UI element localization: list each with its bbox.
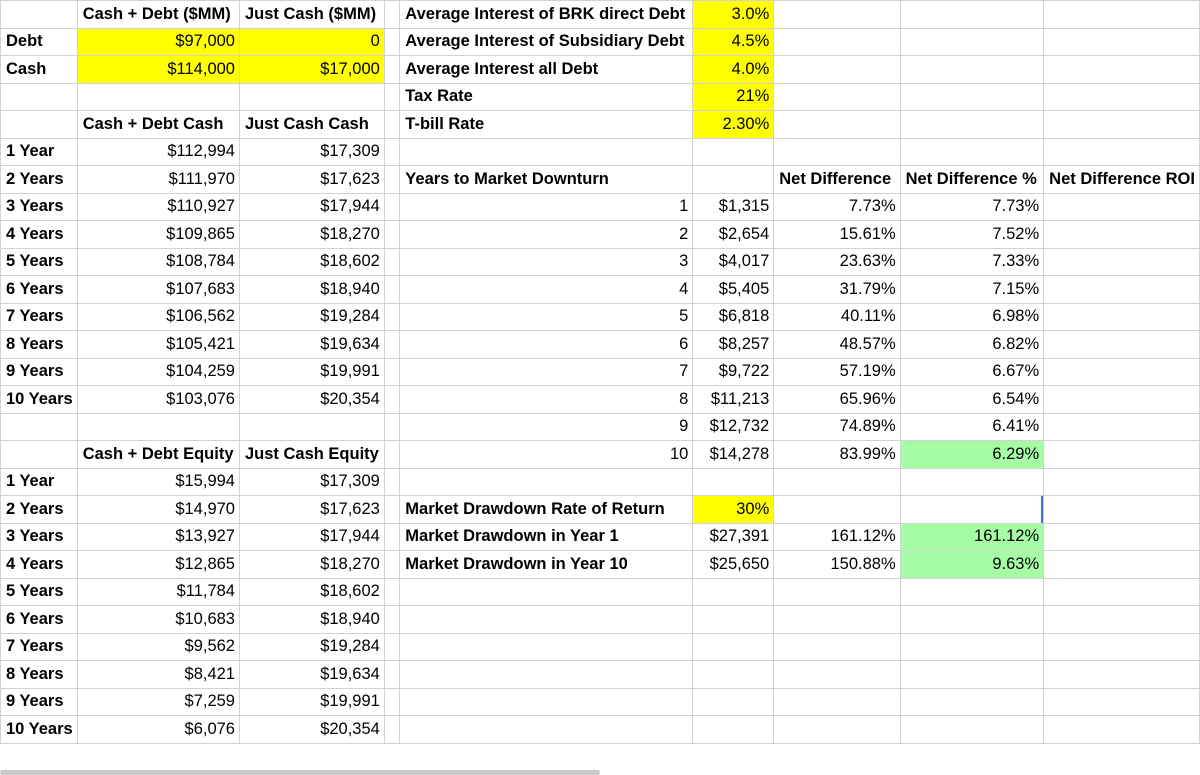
cell-r18-c1[interactable]: 1 Year <box>1 468 78 496</box>
cell-r24-c5[interactable] <box>400 633 693 661</box>
cell-r26-c7[interactable] <box>774 688 900 716</box>
cell-r8-c7[interactable]: 7.73% <box>774 193 900 221</box>
cell-r13-c9[interactable] <box>1044 331 1200 359</box>
sheet-row <box>1 523 1200 551</box>
cell-r21-c4[interactable] <box>384 551 399 579</box>
cell-r22-c9[interactable] <box>1044 578 1200 606</box>
cell-r3-c1[interactable]: Cash <box>1 56 78 84</box>
cell-r25-c7[interactable] <box>774 661 900 689</box>
cell-r12-c8[interactable]: 6.98% <box>900 303 1044 331</box>
cell-r23-c3[interactable]: $18,940 <box>239 606 384 634</box>
cell-r6-c1[interactable]: 1 Year <box>1 138 78 166</box>
cell-r21-c2[interactable]: $12,865 <box>77 551 239 579</box>
sheet-row <box>1 716 1200 744</box>
cell-r27-c6[interactable] <box>693 716 774 744</box>
cell-r5-c3[interactable]: Just Cash Cash <box>239 111 384 139</box>
cell-r6-c3[interactable]: $17,309 <box>239 138 384 166</box>
cell-r5-c1[interactable] <box>1 111 78 139</box>
cell-r3-c6[interactable]: 4.0% <box>693 56 774 84</box>
cell-r2-c5[interactable]: Average Interest of Subsidiary Debt <box>400 28 693 56</box>
cell-r1-c8[interactable] <box>900 1 1044 29</box>
cell-r4-c3[interactable] <box>239 83 384 111</box>
cell-r2-c2[interactable]: $97,000 <box>77 28 239 56</box>
cell-r19-c7[interactable] <box>774 496 900 524</box>
cell-r27-c9[interactable] <box>1044 716 1200 744</box>
cell-r18-c2[interactable]: $15,994 <box>77 468 239 496</box>
cell-r8-c3[interactable]: $17,944 <box>239 193 384 221</box>
cell-r9-c5[interactable]: 2 <box>400 221 693 249</box>
sheet-row <box>1 56 1200 84</box>
sheet-row <box>1 496 1200 524</box>
cell-r19-c5[interactable]: Market Drawdown Rate of Return <box>400 496 693 524</box>
cell-r11-c3[interactable]: $18,940 <box>239 276 384 304</box>
cell-r11-c7[interactable]: 31.79% <box>774 276 900 304</box>
sheet-row <box>1 1 1200 29</box>
cell-r18-c3[interactable]: $17,309 <box>239 468 384 496</box>
cell-r2-c4[interactable] <box>384 28 399 56</box>
cell-r18-c9[interactable] <box>1044 468 1200 496</box>
sheet-row <box>1 221 1200 249</box>
sheet-row <box>1 688 1200 716</box>
cell-r16-c2[interactable] <box>77 413 239 441</box>
cell-r17-c8[interactable]: 6.29% <box>900 441 1044 469</box>
cell-r27-c2[interactable]: $6,076 <box>77 716 239 744</box>
sheet-row <box>1 413 1200 441</box>
cell-r13-c8[interactable]: 6.82% <box>900 331 1044 359</box>
cell-r18-c6[interactable] <box>693 468 774 496</box>
cell-r14-c8[interactable]: 6.67% <box>900 358 1044 386</box>
cell-r8-c5[interactable]: 1 <box>400 193 693 221</box>
cell-r16-c1[interactable] <box>1 413 78 441</box>
sheet-row <box>1 111 1200 139</box>
sheet-row <box>1 358 1200 386</box>
cell-r17-c5[interactable]: 10 <box>400 441 693 469</box>
cell-r16-c6[interactable]: $12,732 <box>693 413 774 441</box>
cell-r7-c4[interactable] <box>384 166 399 194</box>
cell-r13-c1[interactable]: 8 Years <box>1 331 78 359</box>
cell-r1-c4[interactable] <box>384 1 399 29</box>
sheet-row <box>1 578 1200 606</box>
cell-r23-c8[interactable] <box>900 606 1044 634</box>
cell-r13-c6[interactable]: $8,257 <box>693 331 774 359</box>
cell-r8-c1[interactable]: 3 Years <box>1 193 78 221</box>
cell-r19-c9[interactable] <box>1044 496 1200 524</box>
cell-r26-c3[interactable]: $19,991 <box>239 688 384 716</box>
cell-r2-c7[interactable] <box>774 28 900 56</box>
cell-r23-c7[interactable] <box>774 606 900 634</box>
cell-r26-c8[interactable] <box>900 688 1044 716</box>
cell-r15-c6[interactable]: $11,213 <box>693 386 774 414</box>
cell-r5-c4[interactable] <box>384 111 399 139</box>
sheet-row <box>1 28 1200 56</box>
cell-r8-c9[interactable] <box>1044 193 1200 221</box>
cell-r1-c2[interactable]: Cash + Debt ($MM) <box>77 1 239 29</box>
cell-r22-c8[interactable] <box>900 578 1044 606</box>
cell-r4-c7[interactable] <box>774 83 900 111</box>
spreadsheet-body <box>1 1 1200 744</box>
cell-r16-c3[interactable] <box>239 413 384 441</box>
cell-r3-c8[interactable] <box>900 56 1044 84</box>
cell-r24-c2[interactable]: $9,562 <box>77 633 239 661</box>
cell-r12-c1[interactable]: 7 Years <box>1 303 78 331</box>
cell-r16-c9[interactable] <box>1044 413 1200 441</box>
cell-r5-c6[interactable]: 2.30% <box>693 111 774 139</box>
cell-r24-c8[interactable] <box>900 633 1044 661</box>
cell-r10-c6[interactable]: $4,017 <box>693 248 774 276</box>
cell-r18-c4[interactable] <box>384 468 399 496</box>
cell-r25-c5[interactable] <box>400 661 693 689</box>
cell-r11-c6[interactable]: $5,405 <box>693 276 774 304</box>
cell-r6-c2[interactable]: $112,994 <box>77 138 239 166</box>
cell-r25-c6[interactable] <box>693 661 774 689</box>
cell-r9-c6[interactable]: $2,654 <box>693 221 774 249</box>
cell-r23-c4[interactable] <box>384 606 399 634</box>
cell-r24-c9[interactable] <box>1044 633 1200 661</box>
cell-r24-c3[interactable]: $19,284 <box>239 633 384 661</box>
cell-r10-c4[interactable] <box>384 248 399 276</box>
cell-r19-c8[interactable] <box>900 496 1044 524</box>
cell-r5-c5[interactable]: T-bill Rate <box>400 111 693 139</box>
cell-r9-c8[interactable]: 7.52% <box>900 221 1044 249</box>
sheet-row <box>1 468 1200 496</box>
cell-r4-c8[interactable] <box>900 83 1044 111</box>
cell-r27-c1[interactable]: 10 Years <box>1 716 78 744</box>
cell-r12-c6[interactable]: $6,818 <box>693 303 774 331</box>
cell-r20-c8[interactable]: 161.12% <box>900 523 1044 551</box>
cell-r4-c4[interactable] <box>384 83 399 111</box>
cell-r13-c3[interactable]: $19,634 <box>239 331 384 359</box>
cell-r2-c8[interactable] <box>900 28 1044 56</box>
cell-r25-c3[interactable]: $19,634 <box>239 661 384 689</box>
cell-r6-c5[interactable] <box>400 138 693 166</box>
cell-r1-c7[interactable] <box>774 1 900 29</box>
cell-r15-c3[interactable]: $20,354 <box>239 386 384 414</box>
cell-r20-c6[interactable]: $27,391 <box>693 523 774 551</box>
sheet-row <box>1 276 1200 304</box>
cell-r4-c6[interactable]: 21% <box>693 83 774 111</box>
cell-r3-c7[interactable] <box>774 56 900 84</box>
cell-r22-c4[interactable] <box>384 578 399 606</box>
cell-r26-c2[interactable]: $7,259 <box>77 688 239 716</box>
cell-r12-c5[interactable]: 5 <box>400 303 693 331</box>
sheet-row <box>1 633 1200 661</box>
sheet-row <box>1 303 1200 331</box>
cell-r25-c1[interactable]: 8 Years <box>1 661 78 689</box>
cell-r20-c3[interactable]: $17,944 <box>239 523 384 551</box>
cell-r14-c7[interactable]: 57.19% <box>774 358 900 386</box>
cell-r24-c4[interactable] <box>384 633 399 661</box>
cell-r9-c4[interactable] <box>384 221 399 249</box>
cell-r19-c6[interactable]: 30% <box>693 496 774 524</box>
cell-r21-c8[interactable]: 9.63% <box>900 551 1044 579</box>
cell-r12-c4[interactable] <box>384 303 399 331</box>
cell-r20-c7[interactable]: 161.12% <box>774 523 900 551</box>
cell-r25-c4[interactable] <box>384 661 399 689</box>
cell-r10-c7[interactable]: 23.63% <box>774 248 900 276</box>
cell-r5-c2[interactable]: Cash + Debt Cash <box>77 111 239 139</box>
cell-r21-c9[interactable] <box>1044 551 1200 579</box>
cell-r14-c5[interactable]: 7 <box>400 358 693 386</box>
cell-r11-c9[interactable] <box>1044 276 1200 304</box>
cell-r17-c6[interactable]: $14,278 <box>693 441 774 469</box>
sheet-row <box>1 606 1200 634</box>
cell-r16-c4[interactable] <box>384 413 399 441</box>
cell-r9-c1[interactable]: 4 Years <box>1 221 78 249</box>
cell-r12-c3[interactable]: $19,284 <box>239 303 384 331</box>
cell-r3-c3[interactable]: $17,000 <box>239 56 384 84</box>
cell-r6-c8[interactable] <box>900 138 1044 166</box>
cell-r23-c1[interactable]: 6 Years <box>1 606 78 634</box>
cell-r22-c2[interactable]: $11,784 <box>77 578 239 606</box>
cell-r10-c1[interactable]: 5 Years <box>1 248 78 276</box>
cell-r8-c4[interactable] <box>384 193 399 221</box>
cell-r24-c7[interactable] <box>774 633 900 661</box>
cell-r23-c6[interactable] <box>693 606 774 634</box>
cell-r15-c8[interactable]: 6.54% <box>900 386 1044 414</box>
cell-r14-c4[interactable] <box>384 358 399 386</box>
cell-r9-c9[interactable] <box>1044 221 1200 249</box>
cell-r10-c5[interactable]: 3 <box>400 248 693 276</box>
cell-r10-c9[interactable] <box>1044 248 1200 276</box>
cell-r26-c1[interactable]: 9 Years <box>1 688 78 716</box>
sheet-row <box>1 331 1200 359</box>
cell-r7-c9[interactable]: Net Difference ROI <box>1044 166 1200 194</box>
cell-r18-c5[interactable] <box>400 468 693 496</box>
cell-r19-c2[interactable]: $14,970 <box>77 496 239 524</box>
cell-r2-c1[interactable]: Debt <box>1 28 78 56</box>
cell-r1-c6[interactable]: 3.0% <box>693 1 774 29</box>
sheet-row <box>1 193 1200 221</box>
sheet-row <box>1 386 1200 414</box>
cell-r21-c3[interactable]: $18,270 <box>239 551 384 579</box>
horizontal-scrollbar[interactable] <box>0 770 600 775</box>
cell-r16-c5[interactable]: 9 <box>400 413 693 441</box>
cell-r17-c7[interactable]: 83.99% <box>774 441 900 469</box>
cell-r24-c6[interactable] <box>693 633 774 661</box>
cell-r10-c2[interactable]: $108,784 <box>77 248 239 276</box>
cell-r2-c3[interactable]: 0 <box>239 28 384 56</box>
cell-r15-c5[interactable]: 8 <box>400 386 693 414</box>
cell-r8-c2[interactable]: $110,927 <box>77 193 239 221</box>
cell-r26-c6[interactable] <box>693 688 774 716</box>
sheet-row <box>1 83 1200 111</box>
cell-r10-c3[interactable]: $18,602 <box>239 248 384 276</box>
cell-r7-c8[interactable]: Net Difference % <box>900 166 1044 194</box>
cell-r5-c9[interactable] <box>1044 111 1200 139</box>
cell-r7-c7[interactable]: Net Difference <box>774 166 900 194</box>
cell-r27-c8[interactable] <box>900 716 1044 744</box>
cell-r17-c3[interactable]: Just Cash Equity <box>239 441 384 469</box>
cell-r6-c4[interactable] <box>384 138 399 166</box>
cell-r23-c9[interactable] <box>1044 606 1200 634</box>
cell-r17-c1[interactable] <box>1 441 78 469</box>
cell-r16-c7[interactable]: 74.89% <box>774 413 900 441</box>
cell-r15-c4[interactable] <box>384 386 399 414</box>
cell-r14-c1[interactable]: 9 Years <box>1 358 78 386</box>
cell-r13-c5[interactable]: 6 <box>400 331 693 359</box>
cell-r20-c2[interactable]: $13,927 <box>77 523 239 551</box>
cell-r7-c6[interactable] <box>693 166 774 194</box>
cell-r2-c9[interactable] <box>1044 28 1200 56</box>
cell-r15-c1[interactable]: 10 Years <box>1 386 78 414</box>
sheet-row <box>1 551 1200 579</box>
cell-r15-c7[interactable]: 65.96% <box>774 386 900 414</box>
cell-r13-c7[interactable]: 48.57% <box>774 331 900 359</box>
cell-r27-c5[interactable] <box>400 716 693 744</box>
sheet-row <box>1 138 1200 166</box>
cell-r4-c5[interactable]: Tax Rate <box>400 83 693 111</box>
cell-r11-c1[interactable]: 6 Years <box>1 276 78 304</box>
cell-r25-c9[interactable] <box>1044 661 1200 689</box>
cell-r24-c1[interactable]: 7 Years <box>1 633 78 661</box>
cell-r22-c7[interactable] <box>774 578 900 606</box>
cell-r9-c7[interactable]: 15.61% <box>774 221 900 249</box>
cell-r7-c5[interactable]: Years to Market Downturn <box>400 166 693 194</box>
sheet-row <box>1 248 1200 276</box>
cell-r20-c1[interactable]: 3 Years <box>1 523 78 551</box>
cell-r9-c3[interactable]: $18,270 <box>239 221 384 249</box>
cell-r18-c8[interactable] <box>900 468 1044 496</box>
cell-r26-c9[interactable] <box>1044 688 1200 716</box>
cell-r4-c2[interactable] <box>77 83 239 111</box>
cell-r8-c8[interactable]: 7.73% <box>900 193 1044 221</box>
cell-r1-c9[interactable] <box>1044 1 1200 29</box>
cell-r13-c2[interactable]: $105,421 <box>77 331 239 359</box>
cell-r22-c1[interactable]: 5 Years <box>1 578 78 606</box>
cell-r5-c7[interactable] <box>774 111 900 139</box>
cell-r26-c5[interactable] <box>400 688 693 716</box>
cell-r12-c9[interactable] <box>1044 303 1200 331</box>
cell-r20-c9[interactable] <box>1044 523 1200 551</box>
cell-r11-c8[interactable]: 7.15% <box>900 276 1044 304</box>
cell-r17-c9[interactable] <box>1044 441 1200 469</box>
cell-r21-c6[interactable]: $25,650 <box>693 551 774 579</box>
cell-r7-c1[interactable]: 2 Years <box>1 166 78 194</box>
cell-r3-c2[interactable]: $114,000 <box>77 56 239 84</box>
cell-r19-c4[interactable] <box>384 496 399 524</box>
cell-r17-c2[interactable]: Cash + Debt Equity <box>77 441 239 469</box>
cell-r7-c2[interactable]: $111,970 <box>77 166 239 194</box>
cell-r1-c1[interactable] <box>1 1 78 29</box>
cell-r18-c7[interactable] <box>774 468 900 496</box>
cell-r27-c7[interactable] <box>774 716 900 744</box>
cell-r14-c2[interactable]: $104,259 <box>77 358 239 386</box>
cell-r4-c9[interactable] <box>1044 83 1200 111</box>
cell-r3-c4[interactable] <box>384 56 399 84</box>
cell-r11-c5[interactable]: 4 <box>400 276 693 304</box>
cell-r1-c3[interactable]: Just Cash ($MM) <box>239 1 384 29</box>
sheet-row <box>1 166 1200 194</box>
cell-r8-c6[interactable]: $1,315 <box>693 193 774 221</box>
cell-r19-c1[interactable]: 2 Years <box>1 496 78 524</box>
cell-r15-c9[interactable] <box>1044 386 1200 414</box>
cell-r14-c6[interactable]: $9,722 <box>693 358 774 386</box>
cell-r23-c2[interactable]: $10,683 <box>77 606 239 634</box>
cell-r4-c1[interactable] <box>1 83 78 111</box>
cell-r3-c9[interactable] <box>1044 56 1200 84</box>
cell-r19-c3[interactable]: $17,623 <box>239 496 384 524</box>
cell-r1-c5[interactable]: Average Interest of BRK direct Debt <box>400 1 693 29</box>
cell-r6-c7[interactable] <box>774 138 900 166</box>
cell-r9-c2[interactable]: $109,865 <box>77 221 239 249</box>
cell-r21-c5[interactable]: Market Drawdown in Year 10 <box>400 551 693 579</box>
cell-r26-c4[interactable] <box>384 688 399 716</box>
cell-r6-c6[interactable] <box>693 138 774 166</box>
cell-r7-c3[interactable]: $17,623 <box>239 166 384 194</box>
cell-r11-c2[interactable]: $107,683 <box>77 276 239 304</box>
cell-r25-c2[interactable]: $8,421 <box>77 661 239 689</box>
cell-r15-c2[interactable]: $103,076 <box>77 386 239 414</box>
cell-r5-c8[interactable] <box>900 111 1044 139</box>
cell-r27-c4[interactable] <box>384 716 399 744</box>
cell-r14-c3[interactable]: $19,991 <box>239 358 384 386</box>
cell-r17-c4[interactable] <box>384 441 399 469</box>
cell-r14-c9[interactable] <box>1044 358 1200 386</box>
cell-r10-c8[interactable]: 7.33% <box>900 248 1044 276</box>
sheet-row <box>1 661 1200 689</box>
cell-r20-c4[interactable] <box>384 523 399 551</box>
cell-r22-c5[interactable] <box>400 578 693 606</box>
cell-r6-c9[interactable] <box>1044 138 1200 166</box>
sheet-row <box>1 441 1200 469</box>
cell-r3-c5[interactable]: Average Interest all Debt <box>400 56 693 84</box>
cell-r20-c5[interactable]: Market Drawdown in Year 1 <box>400 523 693 551</box>
cell-r21-c1[interactable]: 4 Years <box>1 551 78 579</box>
cell-r12-c2[interactable]: $106,562 <box>77 303 239 331</box>
cell-r16-c8[interactable]: 6.41% <box>900 413 1044 441</box>
cell-r2-c6[interactable]: 4.5% <box>693 28 774 56</box>
cell-r27-c3[interactable]: $20,354 <box>239 716 384 744</box>
cell-r11-c4[interactable] <box>384 276 399 304</box>
cell-r22-c3[interactable]: $18,602 <box>239 578 384 606</box>
cell-r13-c4[interactable] <box>384 331 399 359</box>
cell-r22-c6[interactable] <box>693 578 774 606</box>
cell-r12-c7[interactable]: 40.11% <box>774 303 900 331</box>
cell-r21-c7[interactable]: 150.88% <box>774 551 900 579</box>
cell-r23-c5[interactable] <box>400 606 693 634</box>
cell-r25-c8[interactable] <box>900 661 1044 689</box>
